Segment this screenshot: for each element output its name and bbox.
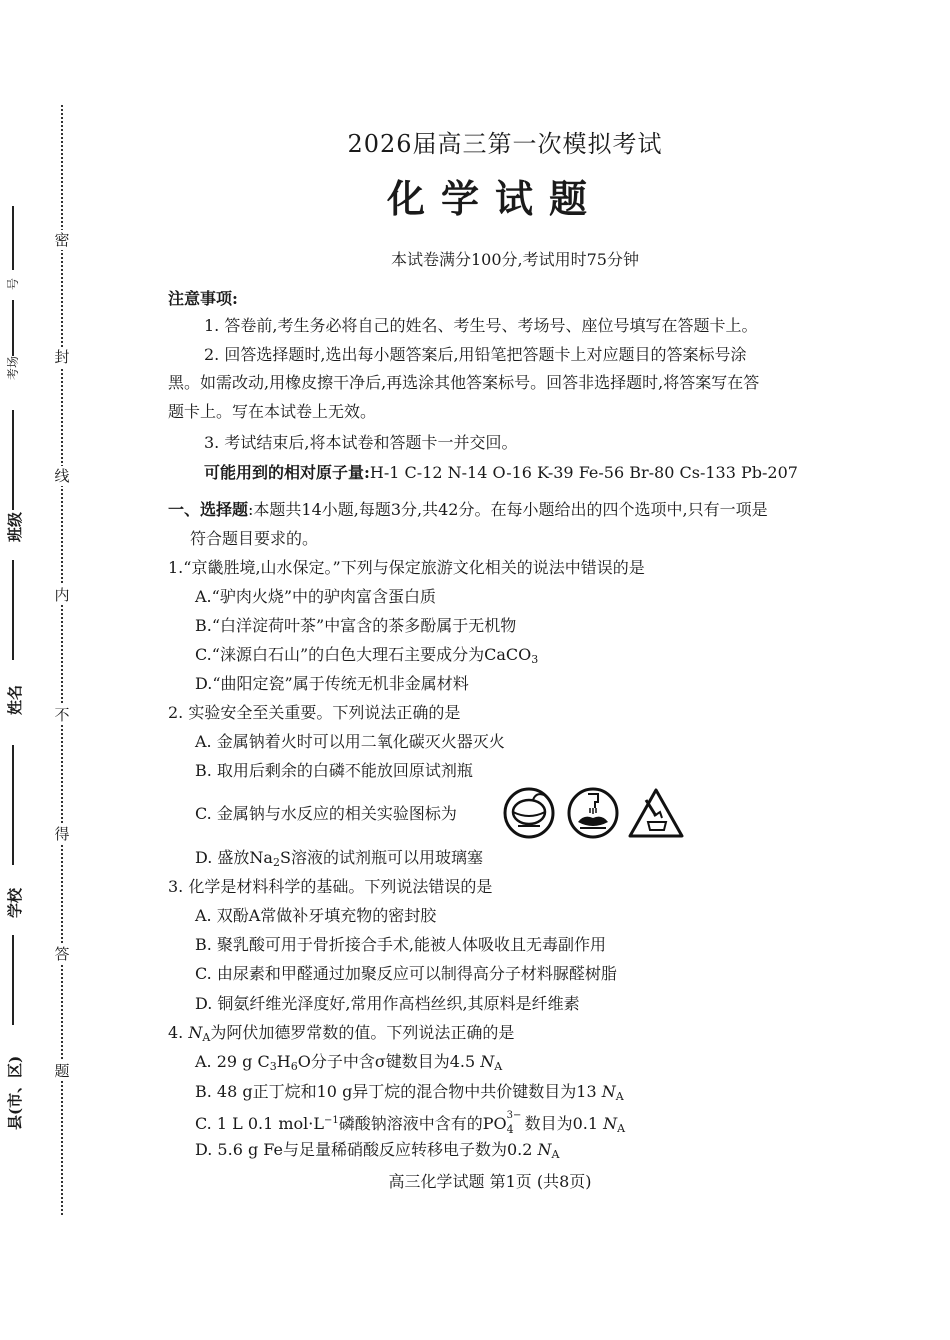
q4-na-subscript: A <box>202 1031 211 1044</box>
score-note: 本试卷满分100分,考试用时75分钟 <box>391 250 639 269</box>
notice-title: 注意事项: <box>168 289 238 308</box>
q4-na-subscript: A <box>617 1122 626 1135</box>
q4-option-c-text: 磷酸钠溶液中含有的PO <box>338 1114 507 1133</box>
field-rule <box>12 300 14 356</box>
q3-option-d: D. 铜氨纤维光泽度好,常用作高档丝织,其原料是纤维素 <box>195 994 580 1013</box>
q3-option-c: C. 由尿素和甲醛通过加聚反应可以制得高分子材料脲醛树脂 <box>195 964 617 983</box>
q4-option-a-text: H <box>276 1052 291 1071</box>
q4-na-symbol: N <box>537 1140 552 1159</box>
section-desc-cont: 符合题目要求的。 <box>190 529 319 548</box>
q2-option-d-text: D. 盛放Na <box>195 848 273 867</box>
q4-na-subscript: A <box>615 1090 624 1103</box>
q4-option-c-superscript: −1 <box>323 1115 339 1126</box>
seal-char: 题 <box>52 1061 72 1081</box>
class-field-label: 班级 <box>6 511 24 542</box>
section-heading: 一、选择题 <box>168 500 249 519</box>
q1-stem: 1.“京畿胜境,山水保定。”下列与保定旅游文化相关的说法中错误的是 <box>168 558 645 577</box>
seal-char: 线 <box>52 466 72 486</box>
hand-wash-icon <box>566 786 620 840</box>
q1-option-d: D.“曲阳定瓷”属于传统无机非金属材料 <box>195 674 469 693</box>
notice-item-3: 3. 考试结束后,将本试卷和答题卡一并交回。 <box>204 433 518 452</box>
q4-option-c <box>195 1110 625 1140</box>
section-heading-line <box>168 499 768 521</box>
seal-char: 答 <box>52 944 72 964</box>
field-rule <box>12 935 14 1025</box>
atomic-mass-values: H-1 C-12 N-14 O-16 K-39 Fe-56 Br-80 Cs-133 Pb-207 <box>369 463 798 482</box>
q2-stem: 2. 实验安全至关重要。下列说法正确的是 <box>168 703 461 722</box>
q4-na-symbol: N <box>601 1082 616 1101</box>
q4-na-subscript: A <box>551 1148 560 1161</box>
q2-option-d <box>195 847 483 874</box>
section-desc: :本题共14小题,每题3分,共42分。在每小题给出的四个选项中,只有一项是 <box>248 500 768 519</box>
q4-option-c-subscript: 4 <box>506 1123 514 1136</box>
field-rule <box>12 410 14 510</box>
q4-option-d <box>195 1139 559 1166</box>
q2-option-c: C. 金属钠与水反应的相关实验图标为 <box>195 804 457 823</box>
atomic-mass-line <box>204 462 798 484</box>
q3-option-a: A. 双酚A常做补牙填充物的密封胶 <box>195 906 437 925</box>
seal-char: 密 <box>52 230 72 250</box>
q4-na-subscript: A <box>494 1060 503 1073</box>
sharp-object-hazard-icon <box>626 786 686 840</box>
exam-room-field-label: 考场 <box>6 355 20 380</box>
q1-option-b: B.“白洋淀荷叶茶”中富含的茶多酚属于无机物 <box>195 616 517 635</box>
atomic-mass-label: 可能用到的相对原子量: <box>204 463 370 482</box>
q4-stem-text: 为阿伏加德罗常数的值。下列说法正确的是 <box>210 1023 515 1042</box>
school-field-label: 学校 <box>6 887 24 918</box>
county-field-label: 县(市、区) <box>6 1055 24 1130</box>
notice-item-2-cont: 题卡上。写在本试卷上无效。 <box>168 402 377 421</box>
q4-option-c-text: C. 1 L 0.1 mol·L <box>195 1114 324 1133</box>
q1-option-c <box>195 644 538 671</box>
q1-option-a: A.“驴肉火烧”中的驴肉富含蛋白质 <box>195 587 437 606</box>
subject-title: 化学试题 <box>386 176 603 221</box>
notice-item-2-cont: 黑。如需改动,用橡皮擦干净后,再选涂其他答案标号。回答非选择题时,将答案写在答 <box>168 373 760 392</box>
q4-na-symbol: N <box>480 1052 495 1071</box>
field-rule <box>12 560 14 660</box>
page-footer: 高三化学试题 第1页 (共8页) <box>388 1172 592 1191</box>
q4-na-symbol: N <box>188 1023 203 1042</box>
exam-title: 2026届高三第一次模拟考试 <box>347 130 663 158</box>
q4-option-c-charge: 3− <box>506 1110 522 1121</box>
q4-option-c-text: 数目为0.1 <box>524 1114 599 1133</box>
q4-option-a-text: A. 29 g C <box>195 1052 270 1071</box>
q2-option-d-subscript: 2 <box>272 856 280 869</box>
q4-option-a-subscript: 6 <box>290 1060 298 1073</box>
q2-option-d-text: S溶液的试剂瓶可以用玻璃塞 <box>279 848 483 867</box>
q4-option-a-subscript: 3 <box>269 1060 277 1073</box>
q4-option-d-text: D. 5.6 g Fe与足量稀硝酸反应转移电子数为0.2 <box>195 1140 533 1159</box>
seal-char: 封 <box>52 347 72 367</box>
q4-option-b <box>195 1081 624 1108</box>
seal-char: 得 <box>52 824 72 844</box>
notice-item-1: 1. 答卷前,考生务必将自己的姓名、考生号、考场号、座位号填写在答题卡上。 <box>204 316 758 335</box>
heating-hazard-icon <box>500 786 558 840</box>
seal-char: 不 <box>52 705 72 725</box>
name-field-label: 姓名 <box>6 684 24 715</box>
field-rule <box>12 745 14 865</box>
q1-option-c-text: C.“涞源白石山”的白色大理石主要成分为CaCO <box>195 645 532 664</box>
q4-stem: 4. $N_A$为阿伏加德罗常数的值。下列说法正确的是 <box>168 1023 515 1044</box>
q2-option-a: A. 金属钠着火时可以用二氧化碳灭火器灭火 <box>195 732 505 751</box>
notice-item-2: 2. 回答选择题时,选出每小题答案后,用铅笔把答题卡上对应题目的答案标号涂 <box>204 345 747 364</box>
q4-option-b-text: B. 48 g正丁烷和10 g异丁烷的混合物中共价键数目为13 <box>195 1082 597 1101</box>
q3-option-b: B. 聚乳酸可用于骨折接合手术,能被人体吸收且无毒副作用 <box>195 935 607 954</box>
q4-option-a <box>195 1051 502 1078</box>
q4-na-symbol: N <box>603 1114 618 1133</box>
q4-option-a-text: O分子中含σ键数目为4.5 <box>297 1052 476 1071</box>
q3-stem: 3. 化学是材料科学的基础。下列说法错误的是 <box>168 877 493 896</box>
seat-field-label: 号 <box>6 277 20 290</box>
q1-option-c-subscript: 3 <box>531 653 539 666</box>
q2-option-b: B. 取用后剩余的白磷不能放回原试剂瓶 <box>195 761 473 780</box>
seal-dotted-line <box>61 105 63 1215</box>
seal-char: 内 <box>52 585 72 605</box>
